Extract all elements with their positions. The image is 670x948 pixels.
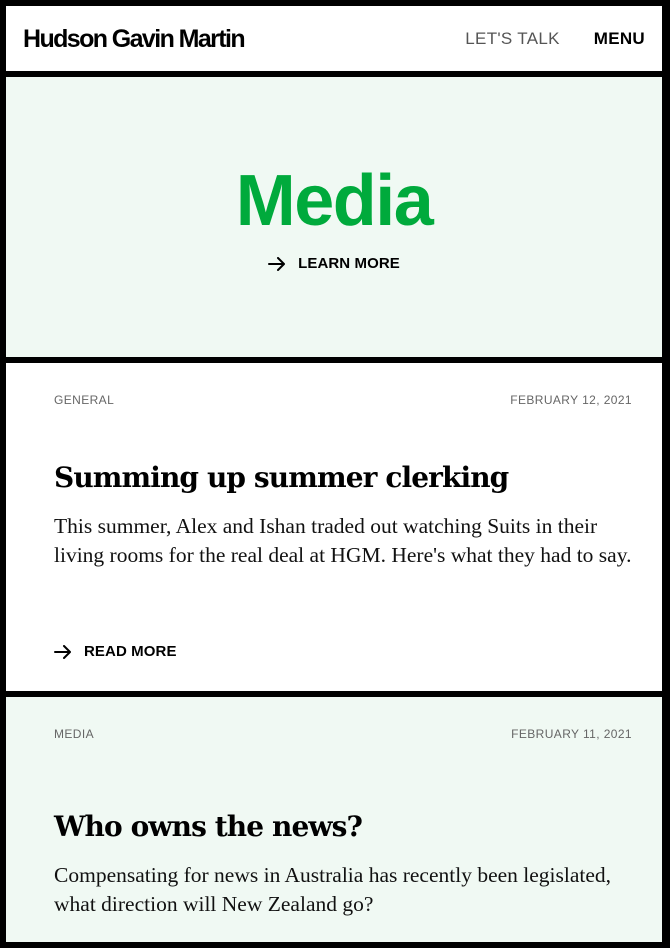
hero-link-wrap xyxy=(6,255,662,272)
site-logo[interactable]: Hudson Gavin Martin xyxy=(23,25,245,53)
post-date: FEBRUARY 12, 2021 xyxy=(510,393,632,407)
post-meta xyxy=(54,727,632,741)
read-more-link[interactable] xyxy=(54,643,177,660)
post-card xyxy=(6,697,662,942)
post-category[interactable]: MEDIA xyxy=(54,727,95,741)
post-category[interactable]: GENERAL xyxy=(54,393,115,407)
learn-more-label: LEARN MORE xyxy=(298,255,400,272)
hero-section xyxy=(6,77,662,357)
lets-talk-link[interactable]: LET'S TALK xyxy=(465,28,560,48)
post-date: FEBRUARY 11, 2021 xyxy=(511,727,632,741)
menu-button[interactable]: MENU xyxy=(593,28,645,48)
arrow-right-icon xyxy=(268,257,286,271)
post-card xyxy=(6,363,662,691)
header-nav xyxy=(465,29,645,49)
site-header xyxy=(6,6,662,71)
page-title: Media xyxy=(235,161,433,241)
learn-more-link[interactable] xyxy=(268,255,400,272)
post-excerpt: Compensating for news in Australia has recently been legislated, what direction will New Zealand go? xyxy=(54,863,612,916)
read-more-label: READ MORE xyxy=(84,643,177,660)
post-meta xyxy=(54,393,632,407)
post-title[interactable]: Summing up summer clerking xyxy=(54,461,509,494)
post-excerpt: This summer, Alex and Ishan traded out watching Suits in their living rooms for the real deal at HGM. Here's what they had to say. xyxy=(54,514,632,567)
post-title[interactable]: Who owns the news? xyxy=(54,810,362,843)
arrow-right-icon xyxy=(54,645,72,659)
